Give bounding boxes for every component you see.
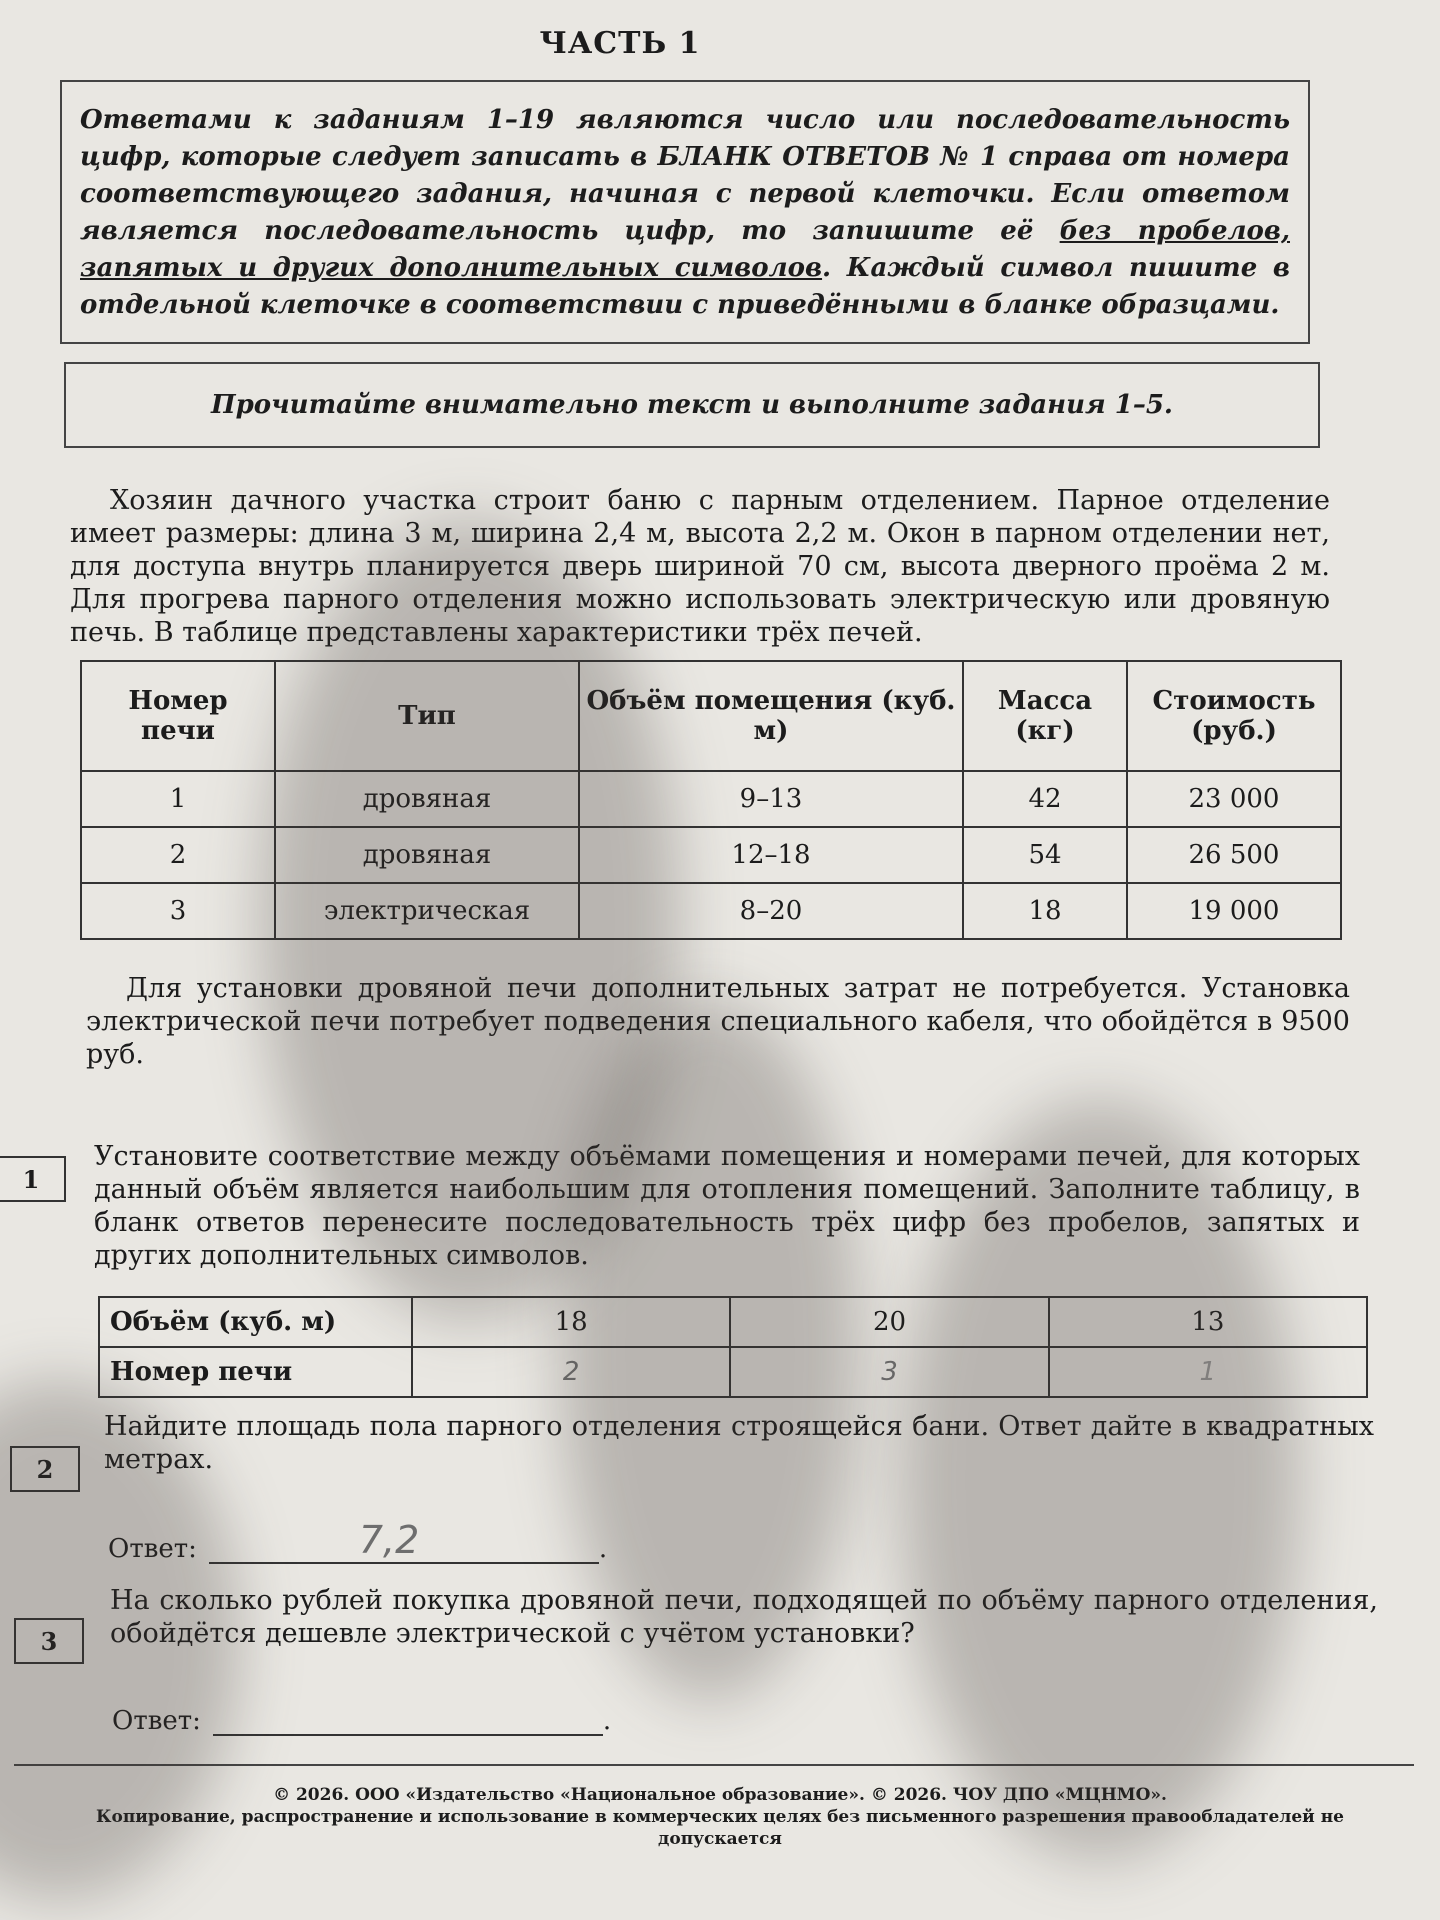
table-cell: 42 bbox=[963, 771, 1127, 827]
footer-copyright: © 2026. ООО «Издательство «Национальное образование». © 2026. ЧОУ ДПО «МЦНМО». bbox=[273, 1785, 1167, 1805]
handwritten-answer: 3 bbox=[730, 1347, 1048, 1397]
task3-answer-row bbox=[112, 1702, 611, 1736]
table-row bbox=[81, 883, 1341, 939]
handwritten-answer: 2 bbox=[412, 1347, 730, 1397]
answer-field[interactable] bbox=[209, 1518, 599, 1564]
table-cell: 13 bbox=[1049, 1297, 1367, 1347]
table-cell: дровяная bbox=[275, 827, 579, 883]
table-cell: 20 bbox=[730, 1297, 1048, 1347]
table-row bbox=[81, 827, 1341, 883]
task-number-2: 2 bbox=[10, 1446, 80, 1492]
task2-text: Найдите площадь пола парного отделения строящейся бани. Ответ дайте в квадратных метрах. bbox=[104, 1411, 1374, 1475]
handwritten-answer: 7,2 bbox=[358, 1518, 420, 1562]
read-instruction-box bbox=[64, 362, 1320, 448]
table-cell: 18 bbox=[963, 883, 1127, 939]
table-header: Тип bbox=[275, 661, 579, 771]
answer-field[interactable] bbox=[213, 1702, 603, 1736]
task2-answer-row bbox=[108, 1518, 608, 1564]
table-cell: 1 bbox=[81, 771, 275, 827]
table-row bbox=[99, 1297, 1367, 1347]
handwritten-answer: 1 bbox=[1049, 1347, 1367, 1397]
install-paragraph: Для установки дровяной печи дополнительных затрат не потребуется. Установка электрической печи потребует подведения специального кабеля, что обойдётся в 9500 руб. bbox=[86, 973, 1350, 1070]
table-header-row bbox=[81, 661, 1341, 771]
task-number-1: 1 bbox=[0, 1156, 66, 1202]
table-cell: 23 000 bbox=[1127, 771, 1341, 827]
footer-notice: Копирование, распространение и использование в коммерческих целях без письменного разрешения правообладателей не допускается bbox=[96, 1807, 1344, 1849]
task-number-3: 3 bbox=[14, 1618, 84, 1664]
instructions-underlined: без пробелов, запятых и других дополнительных символов bbox=[80, 216, 1290, 283]
table-cell: 26 500 bbox=[1127, 827, 1341, 883]
row-label: Объём (куб. м) bbox=[99, 1297, 412, 1347]
instructions-text-end: . Каждый символ пишите в отдельной клеточке в соответствии с приведёнными в бланке образцами. bbox=[80, 253, 1290, 320]
table-cell: дровяная bbox=[275, 771, 579, 827]
read-instruction: Прочитайте внимательно текст и выполните задания 1–5. bbox=[211, 390, 1173, 420]
stoves-table bbox=[80, 660, 1342, 940]
table-cell: 18 bbox=[412, 1297, 730, 1347]
intro-paragraph: Хозяин дачного участка строит баню с парным отделением. Парное отделение имеет размеры: длина 3 м, ширина 2,4 м, высота 2,2 м. Окон в парном отделении нет, для доступа внутрь планируется дверь шириной 70 см, высота дверного проёма 2 м. Для прогрева парного отделения можно использовать электрическую или дровяную печь. В таблице представлены характеристики трёх печей. bbox=[70, 485, 1330, 648]
instructions-text: Ответами к заданиям 1–19 являются число или последовательность цифр, которые следует записать в БЛАНК ОТВЕТОВ № 1 справа от номера соответствующего задания, начиная с первой клеточки. Если ответом является последовательность цифр, то запишите её bbox=[80, 105, 1290, 246]
table-row bbox=[99, 1347, 1367, 1397]
table-header: Стоимость (руб.) bbox=[1127, 661, 1341, 771]
table-cell: 3 bbox=[81, 883, 275, 939]
row-label: Номер печи bbox=[99, 1347, 412, 1397]
table-header: Масса (кг) bbox=[963, 661, 1127, 771]
table-row bbox=[81, 771, 1341, 827]
answer-label: Ответ: bbox=[108, 1534, 197, 1564]
table-cell: 19 000 bbox=[1127, 883, 1341, 939]
task1-text: Установите соответствие между объёмами помещения и номерами печей, для которых данный объём является наибольшим для отопления помещений. Заполните таблицу, в бланк ответов перенесите последовательность трёх цифр без пробелов, запятых и других дополнительных символов. bbox=[94, 1141, 1360, 1271]
table-cell: 8–20 bbox=[579, 883, 963, 939]
table-cell: 2 bbox=[81, 827, 275, 883]
answer-dot: . bbox=[598, 1534, 608, 1564]
instructions-box bbox=[60, 80, 1310, 344]
table-header: Номер печи bbox=[81, 661, 275, 771]
answer-label: Ответ: bbox=[112, 1706, 201, 1736]
table-cell: 9–13 bbox=[579, 771, 963, 827]
task1-answer-table bbox=[98, 1296, 1368, 1398]
table-header: Объём помещения (куб. м) bbox=[579, 661, 963, 771]
table-cell: 54 bbox=[963, 827, 1127, 883]
footer-divider bbox=[14, 1764, 1414, 1766]
table-cell: 12–18 bbox=[579, 827, 963, 883]
answer-dot: . bbox=[602, 1706, 612, 1736]
part-title: ЧАСТЬ 1 bbox=[539, 26, 701, 61]
table-cell: электрическая bbox=[275, 883, 579, 939]
task3-text: На сколько рублей покупка дровяной печи, подходящей по объёму парного отделения, обойдётся дешевле электрической с учётом установки? bbox=[110, 1585, 1378, 1649]
footer bbox=[40, 1784, 1400, 1850]
